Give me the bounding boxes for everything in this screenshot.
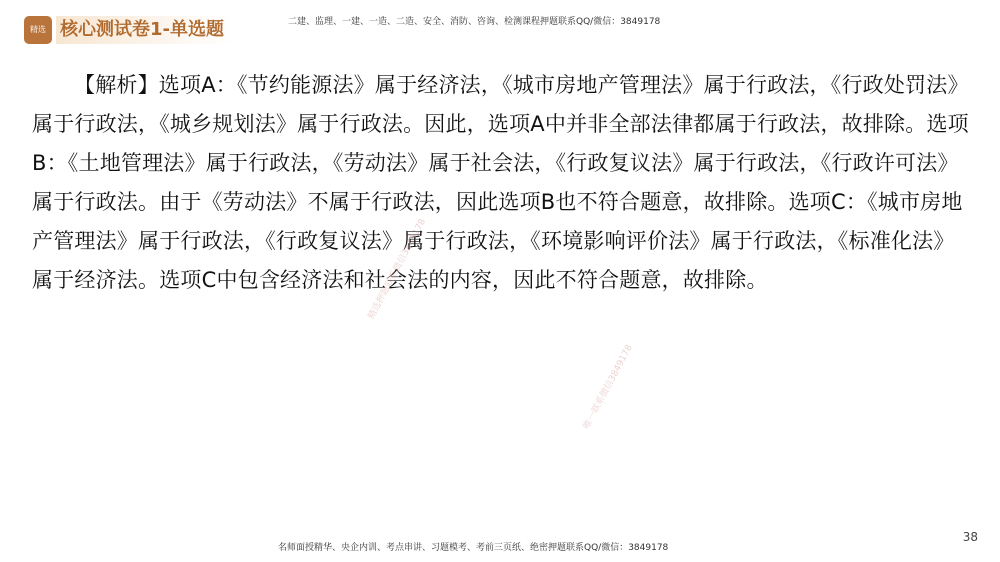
- page-number: 38: [962, 530, 978, 544]
- header-badge: [24, 16, 232, 44]
- top-contact-notice: 二建、监理、一建、一造、二造、安全、消防、咨询、检测课程押题联系QQ/微信：3849178: [288, 17, 661, 27]
- content-area: [32, 66, 972, 300]
- bottom-contact-notice: 名师面授精华、央企内训、考点串讲、习题模考、考前三页纸、绝密押题联系QQ/微信：3849178: [278, 543, 669, 553]
- watermark-text: 精选押题联系微信3849178: [366, 217, 429, 322]
- section-title: 核心测试卷1-单选题: [56, 16, 232, 44]
- watermark-text: 唯一联系微信3849178: [581, 343, 635, 432]
- analysis-paragraph: 【解析】选项A：《节约能源法》属于经济法，《城市房地产管理法》属于行政法，《行政处罚法》属于行政法，《城乡规划法》属于行政法。因此，选项A中并非全部法律都属于行政法，故排除。选项B：《土地管理法》属于行政法，《劳动法》属于社会法，《行政复议法》属于行政法，《行政许可法》属于行政法。由于《劳动法》不属于行政法，因此选项B也不符合题意，故排除。选项C：《城市房地产管理法》属于行政法，《行政复议法》属于行政法，《环境影响评价法》属于行政法，《标准化法》属于经济法。选项C中包含经济法和社会法的内容，因此不符合题意，故排除。: [32, 73, 969, 292]
- logo-icon: 精选: [24, 16, 52, 44]
